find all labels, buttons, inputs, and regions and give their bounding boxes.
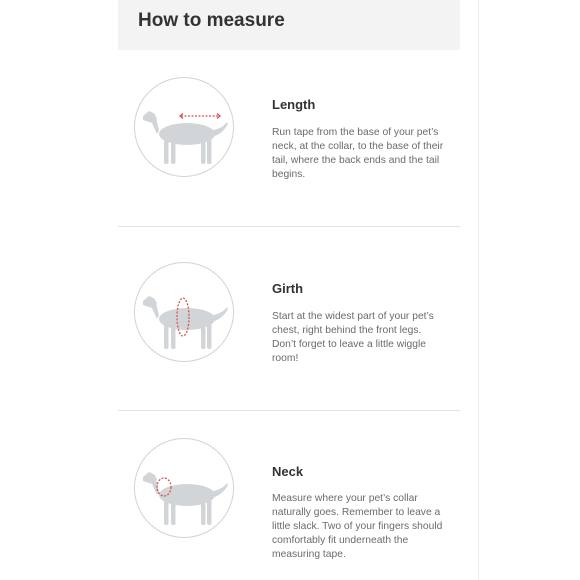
section-divider [118, 410, 460, 411]
section-title-length: Length [272, 97, 316, 112]
how-to-measure-panel [118, 0, 460, 580]
page-edge-rule [478, 0, 479, 580]
section-desc-girth: Start at the widest part of your pet’s chest, right behind the front legs. Don’t forget to leave a little wiggle room! [272, 311, 434, 364]
dog-length-icon [134, 77, 234, 177]
section-desc-neck: Measure where your pet’s collar naturally goes. Remember to leave a little slack. Two of your fingers should comfortably fit underneath the measuring tape. [272, 493, 443, 560]
dog-neck-icon [134, 438, 234, 538]
panel-header [118, 0, 460, 50]
dog-girth-icon [134, 262, 234, 362]
section-title-girth: Girth [272, 281, 304, 296]
section-divider [118, 226, 460, 227]
page-title: How to measure [138, 10, 285, 31]
section-title-neck: Neck [272, 464, 304, 479]
section-desc-length: Run tape from the base of your pet’s neck, at the collar, to the base of their tail, where the back ends and the tail begins. [272, 127, 444, 180]
